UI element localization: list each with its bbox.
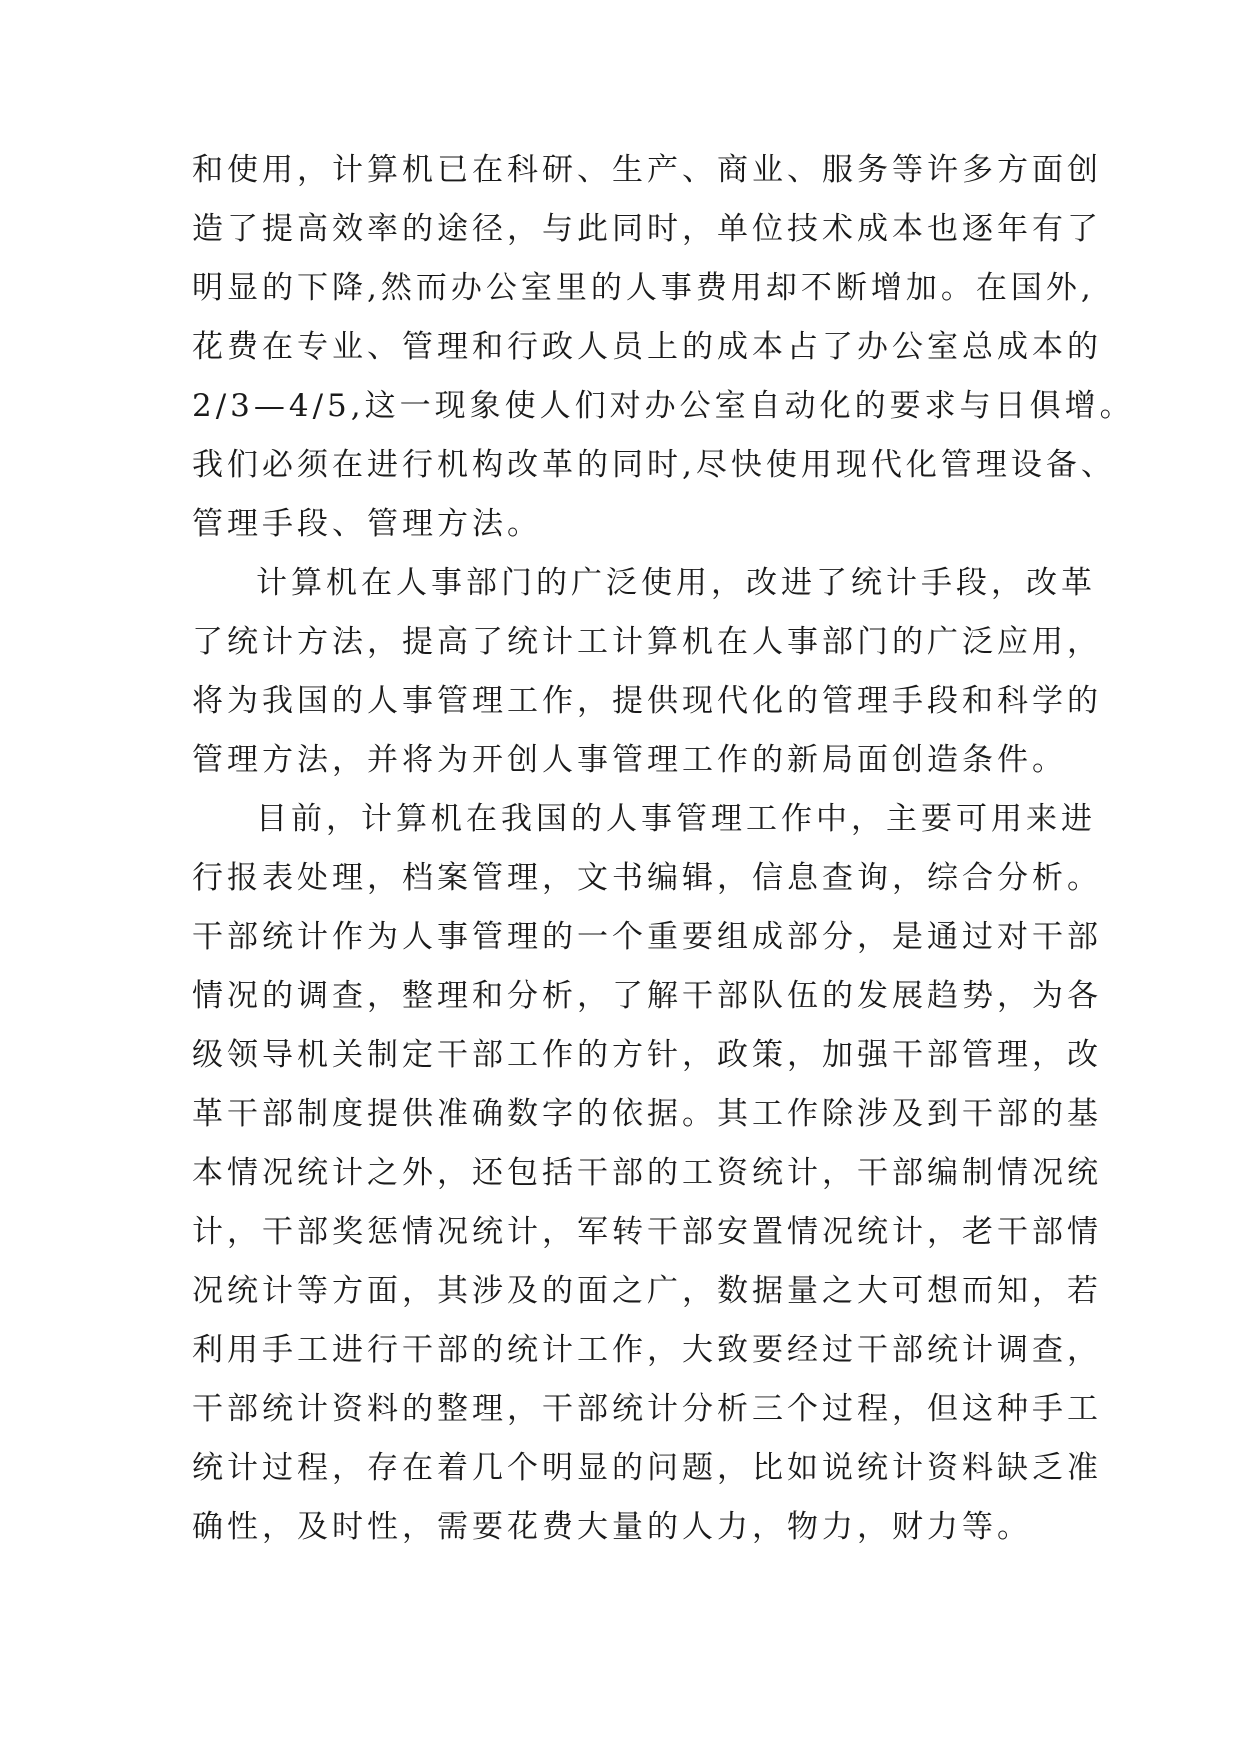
text-line: 利用手工进行干部的统计工作，大致要经过干部统计调查， bbox=[192, 1332, 1102, 1368]
text-line: 明显的下降,然而办公室里的人事费用却不断增加。在国外, bbox=[192, 270, 1095, 306]
text-line: 级领导机关制定干部工作的方针，政策，加强干部管理，改 bbox=[192, 1037, 1102, 1073]
text-line: 况统计等方面，其涉及的面之广，数据量之大可想而知，若 bbox=[192, 1273, 1102, 1309]
paragraph-first-line: 计算机在人事部门的广泛使用，改进了统计手段，改革 bbox=[256, 565, 1096, 601]
text-line: 造了提高效率的途径，与此同时，单位技术成本也逐年有了 bbox=[192, 211, 1102, 247]
text-line: 革干部制度提供准确数字的依据。其工作除涉及到干部的基 bbox=[192, 1096, 1102, 1132]
text-line: 和使用，计算机已在科研、生产、商业、服务等许多方面创 bbox=[192, 152, 1102, 188]
text-line: 统计过程，存在着几个明显的问题，比如说统计资料缺乏准 bbox=[192, 1450, 1102, 1486]
text-line: 干部统计资料的整理，干部统计分析三个过程，但这种手工 bbox=[192, 1391, 1102, 1427]
text-line: 本情况统计之外，还包括干部的工资统计，干部编制情况统 bbox=[192, 1155, 1102, 1191]
text-line: 行报表处理，档案管理，文书编辑，信息查询，综合分析。 bbox=[192, 860, 1102, 896]
paragraph-first-line: 目前，计算机在我国的人事管理工作中，主要可用来进 bbox=[256, 801, 1096, 837]
text-line: 花费在专业、管理和行政人员上的成本占了办公室总成本的 bbox=[192, 329, 1102, 365]
text-line: 干部统计作为人事管理的一个重要组成部分，是通过对干部 bbox=[192, 919, 1102, 955]
text-line: 管理方法，并将为开创人事管理工作的新局面创造条件。 bbox=[192, 742, 1067, 778]
text-line: 确性，及时性，需要花费大量的人力，物力，财力等。 bbox=[192, 1509, 1032, 1545]
text-line: 管理手段、管理方法。 bbox=[192, 506, 542, 542]
text-line: 我们必须在进行机构改革的同时,尽快使用现代化管理设备、 bbox=[192, 447, 1116, 483]
text-line: 情况的调查，整理和分析，了解干部队伍的发展趋势，为各 bbox=[192, 978, 1102, 1014]
text-line: 了统计方法，提高了统计工计算机在人事部门的广泛应用， bbox=[192, 624, 1102, 660]
text-line: 计，干部奖惩情况统计，军转干部安置情况统计，老干部情 bbox=[192, 1214, 1102, 1250]
text-line: 将为我国的人事管理工作，提供现代化的管理手段和科学的 bbox=[192, 683, 1102, 719]
text-line: 2/3—4/5,这一现象使人们对办公室自动化的要求与日俱增。 bbox=[192, 388, 1135, 424]
